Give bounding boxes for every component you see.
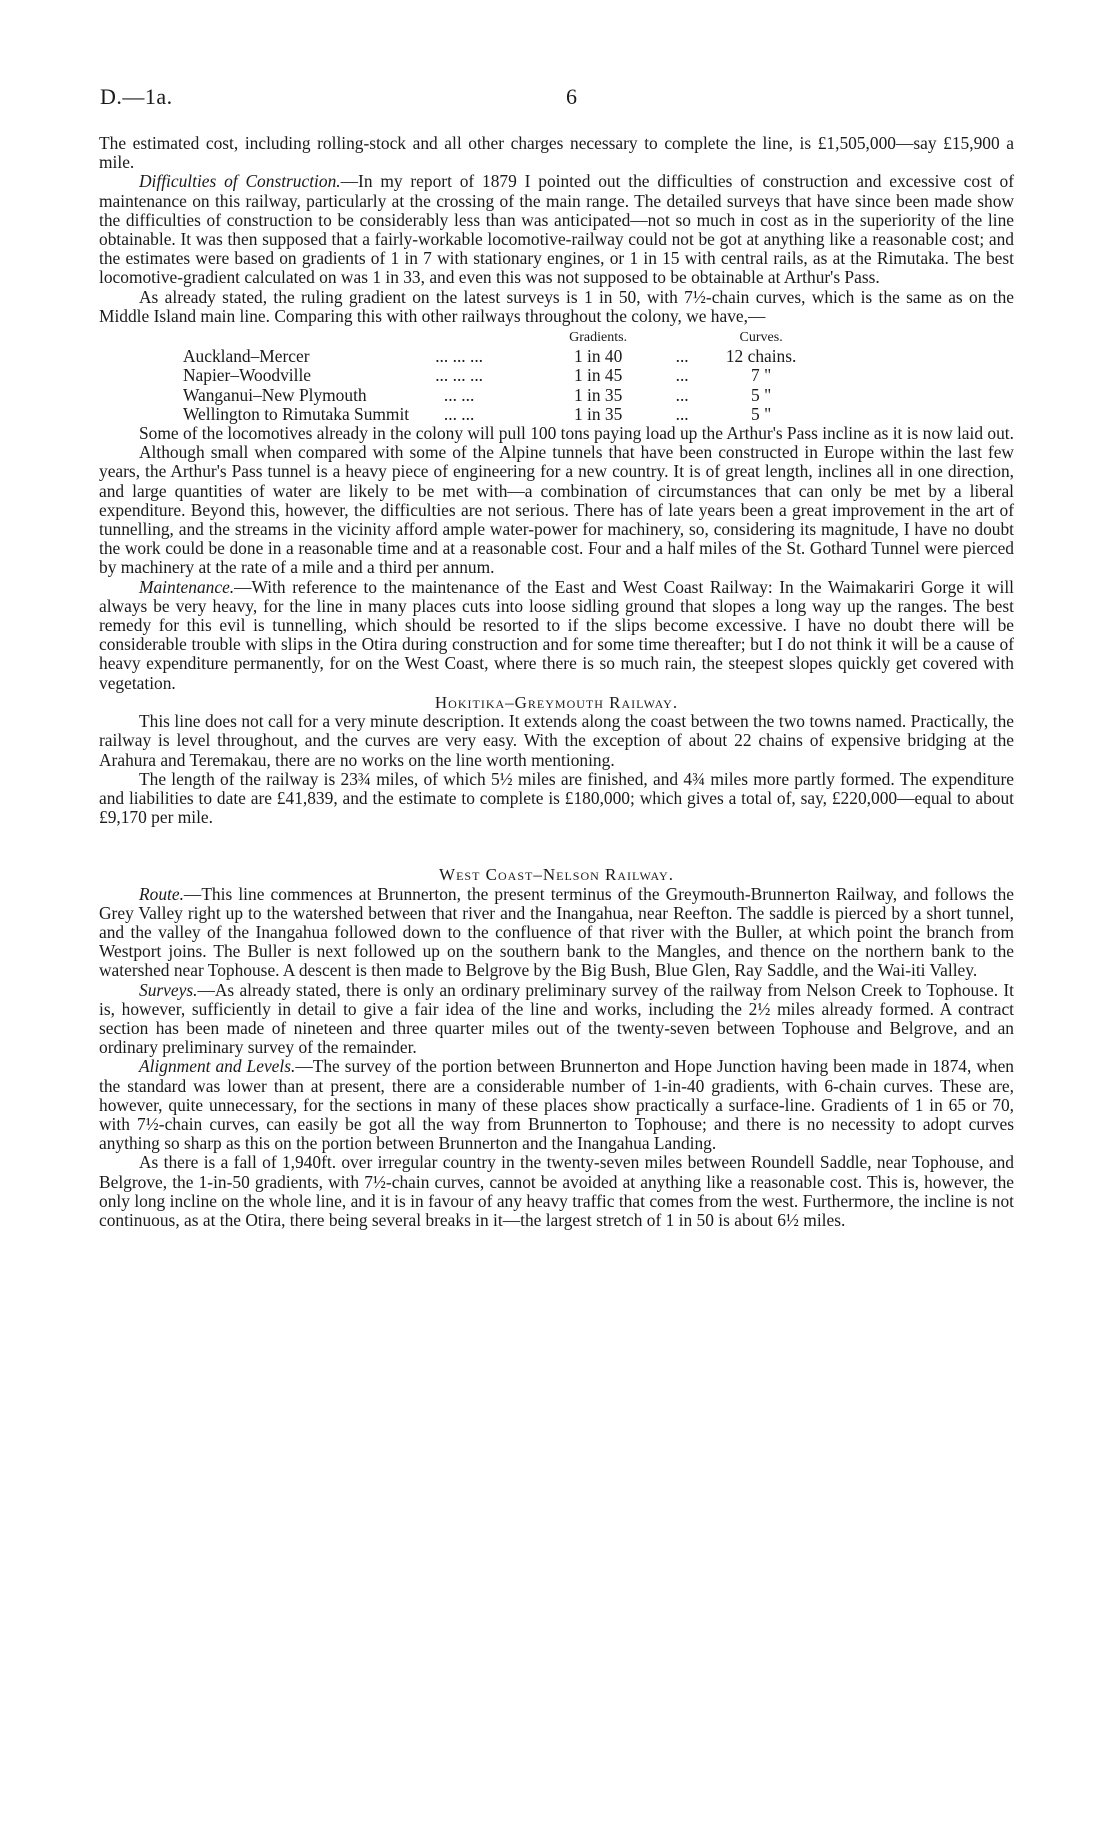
paragraph-title: Maintenance. bbox=[139, 576, 235, 597]
leader-dots: ... bbox=[675, 365, 689, 386]
paragraph-surveys bbox=[99, 981, 1014, 1058]
paragraph-title: Difficulties of Construction. bbox=[139, 171, 341, 192]
paragraph-alignment bbox=[99, 1057, 1014, 1153]
table-row bbox=[183, 347, 811, 366]
page-number: 6 bbox=[566, 84, 577, 109]
railway-name: Napier–Woodville bbox=[183, 365, 312, 386]
leader-dots: ... ... ... bbox=[435, 346, 484, 367]
paragraph-title: Route. bbox=[139, 883, 184, 904]
leader-dots: ... ... ... bbox=[435, 365, 484, 386]
railway-name: Auckland–Mercer bbox=[183, 346, 310, 367]
section-heading-hokitika-greymouth: Hokitika–Greymouth Railway. bbox=[434, 692, 679, 712]
leader-dots: ... bbox=[675, 403, 689, 424]
paragraph-fall: As there is a fall of 1,940ft. over irregular country in the twenty-seven miles between Roundell Saddle, near Tophouse, and Belgrove, the 1-in-50 gradients, with 7½-chain curves, cannot be avoided at anything like a reasonable cost. This is, however, the only long incline on the whole line, and it is in favour of any heavy traffic that comes from the west. Furthermore, the incline is not continuous, as at the Otira, there being several breaks in it—the largest stretch of 1 in 50 is about 6½ miles. bbox=[99, 1152, 1014, 1230]
paragraph-text: —The survey of the portion between Brunnerton and Hope Junction having been made in 1874, when the standard was lower than at present, there are a considerable number of 1-in-40 gradients, with 6-chain curves. These are, however, quite unnecessary, for the sections in many of these places show practically a surface-line. Gradients of 1 in 65 or 70, with 7½-chain curves, can easily be got all the way from Brunnerton to Tophouse; and there is no necessity to adopt curves anything so sharp as this on the portion between Brunnerton and the Inangahua Landing. bbox=[99, 1056, 1014, 1154]
paragraph-hokitika-length: The length of the railway is 23¾ miles, of which 5½ miles are finished, and 4¾ miles more partly formed. The expenditure and liabilities to date are £41,839, and the estimate to complete is £180,000; which gives a total of, say, £220,000—equal to about £9,170 per mile. bbox=[99, 768, 1014, 828]
table-row bbox=[183, 366, 811, 385]
leader-dots: ... bbox=[675, 346, 689, 367]
document-reference: D.—1a. bbox=[100, 84, 173, 109]
table-row bbox=[183, 386, 811, 405]
paragraph-text: —As already stated, there is only an ordinary preliminary survey of the railway from Nelson Creek to Tophouse. It is, however, sufficiently in detail to give a fair idea of the line and works, including the 2½ miles already formed. A contract section has been made of nineteen and three quarter miles out of the twenty-seven between Tophouse and Belgrove, and an ordinary preliminary survey of the remainder. bbox=[99, 979, 1014, 1058]
page-body bbox=[99, 134, 1014, 1230]
curve-value: 12 chains. bbox=[725, 346, 797, 367]
paragraph-route bbox=[99, 885, 1014, 981]
railway-name: Wanganui–New Plymouth bbox=[183, 384, 367, 405]
paragraph-maintenance bbox=[99, 578, 1014, 693]
leader-dots: ... ... bbox=[443, 384, 475, 405]
table-header-row bbox=[183, 326, 811, 347]
paragraph-hokitika-description: This line does not call for a very minute description. It extends along the coast between the two towns named. Practically, the railway is level throughout, and the curves are very easy. With the exception of about 22 chains of expensive bridging at the Arahura and Teremakau, there are no works on the line worth mentioning. bbox=[99, 711, 1014, 770]
paragraph-difficulties bbox=[99, 172, 1014, 287]
gradient-value: 1 in 45 bbox=[573, 365, 623, 386]
curve-value: 7 " bbox=[751, 365, 772, 386]
column-header-curves: Curves. bbox=[739, 330, 783, 346]
gradient-value: 1 in 40 bbox=[573, 346, 623, 367]
curve-value: 5 " bbox=[751, 403, 772, 424]
paragraph-locomotives: Some of the locomotives already in the colony will pull 100 tons paying load up the Arthur's Pass incline as it is now laid out. bbox=[139, 423, 1014, 444]
column-header-gradients: Gradients. bbox=[569, 330, 628, 346]
leader-dots: ... ... bbox=[443, 403, 475, 424]
paragraph-estimated-cost: The estimated cost, including rolling-stock and all other charges necessary to complete the line, is £1,505,000—say £15,900 a mile. bbox=[99, 133, 1014, 173]
railway-name: Wellington to Rimutaka Summit bbox=[183, 403, 410, 424]
paragraph-text: —In my report of 1879 I pointed out the difficulties of construction and excessive cost of maintenance on this railway, particularly at the crossing of the main range. The detailed surveys that have since been made show the difficulties of construction to be considerably less than was anticipated—not so much in cost as in the superiority of the line obtainable. It was then supposed that a fairly-workable locomotive-railway could not be got at anything like a reasonable cost; and the estimates were based on gradients of 1 in 7 with stationary engines, or 1 in 15 with central rails, as at the Rimutaka. The best locomotive-gradient calculated on was 1 in 33, and even this was not supposed to be obtainable at Arthur's Pass. bbox=[99, 171, 1015, 288]
paragraph-text: —This line commences at Brunnerton, the present terminus of the Greymouth-Brunnerton Railway, and follows the Grey Valley right up to the watershed between that river and the Inangahua, near Reefton. The saddle is pierced by a short tunnel, and the valley of the Inangahua followed down to the confluence of that river with the Buller, at which point the branch from Westport joins. The Buller is next followed up on the southern bank to the Mangles, and thence on the northern bank to the watershed near Tophouse. A descent is then made to Belgrove by the Big Bush, Blue Glen, Ray Saddle, and the Wai-iti Valley. bbox=[99, 883, 1014, 981]
gradient-value: 1 in 35 bbox=[573, 403, 623, 424]
table-row bbox=[183, 405, 811, 424]
paragraph-title: Surveys. bbox=[139, 979, 198, 1000]
curve-value: 5 " bbox=[751, 384, 772, 405]
paragraph-ruling-gradient: As already stated, the ruling gradient on the latest surveys is 1 in 50, with 7½-chain curves, which is the same as on the Middle Island main line. Comparing this with other railways throughout the colony, we have,— bbox=[99, 286, 1014, 326]
leader-dots: ... bbox=[675, 384, 689, 405]
paragraph-tunnel: Although small when compared with some of the Alpine tunnels that have been constructed in Europe within the last few years, the Arthur's Pass tunnel is a heavy piece of engineering for a new country. It is of great length, inclines all in one direction, and large quantities of water are likely to be met with—a combination of circumstances that can only be met by a liberal expenditure. Beyond this, however, the difficulties are not serious. There has of late years been a great improvement in the art of tunnelling, and the streams in the vicinity afford ample water-power for machinery, so, considering its magnitude, I have no doubt the work could be done in a reasonable time and at a reasonable cost. Four and a half miles of the St. Gothard Tunnel were pierced by machinery at the rate of a mile and a third per annum. bbox=[99, 442, 1014, 578]
gradient-value: 1 in 35 bbox=[573, 384, 623, 405]
paragraph-text: —With reference to the maintenance of the East and West Coast Railway: In the Waimakariri Gorge it will always be very heavy, for the line in many places cuts into loose sidling ground that slopes a long way up the ranges. The best remedy for this evil is tunnelling, which should be resorted to if the slips become excessive. I have no doubt there will be considerable trouble with slips in the Otira during construction and for some time thereafter; but I do not think it will be a cause of heavy expenditure permanently, for on the West Coast, where there is so much rain, the steepest slopes quickly get covered with vegetation. bbox=[99, 576, 1014, 693]
section-heading-west-coast-nelson: West Coast–Nelson Railway. bbox=[439, 865, 674, 885]
gradients-table bbox=[183, 326, 811, 424]
paragraph-title: Alignment and Levels. bbox=[139, 1056, 296, 1077]
